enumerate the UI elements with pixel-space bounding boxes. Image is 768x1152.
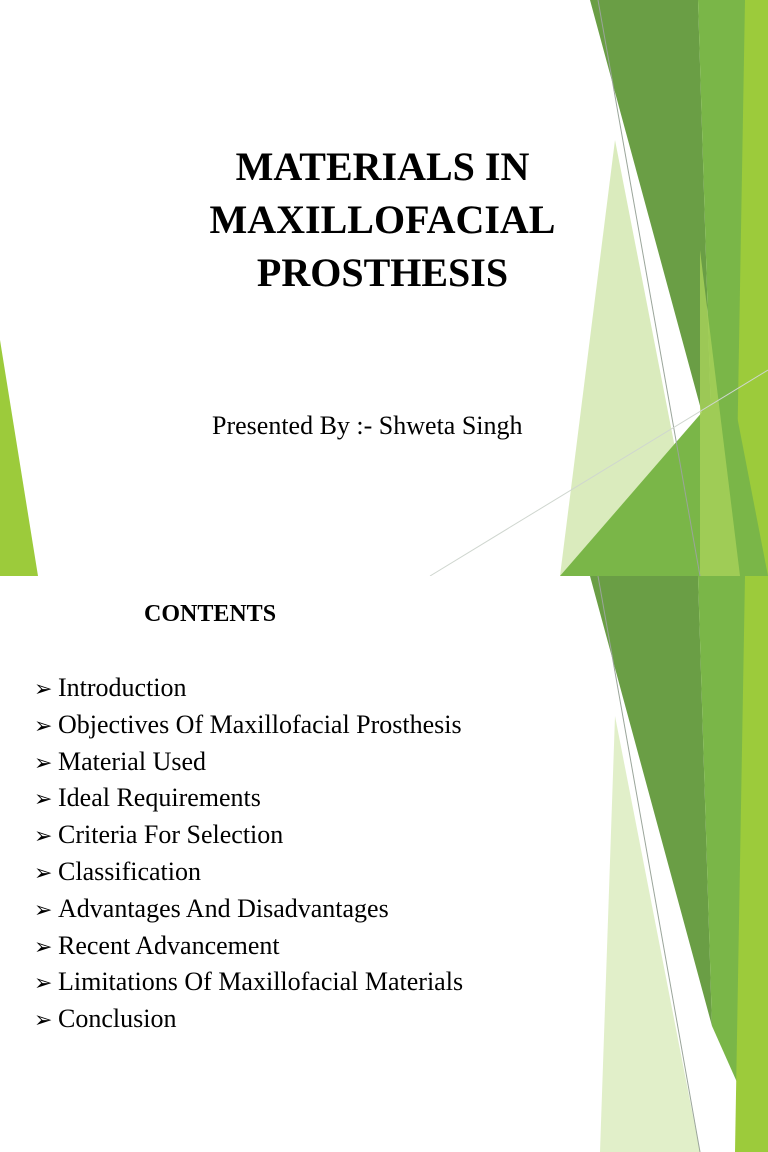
arrow-bullet-icon: ➢ [34, 676, 53, 701]
list-item [34, 780, 463, 817]
arrow-bullet-icon: ➢ [34, 859, 53, 885]
list-item-label: Objectives Of Maxillofacial Prosthesis [58, 709, 462, 739]
list-item-label: Advantages And Disadvantages [58, 893, 389, 923]
contents-slide [0, 576, 768, 1152]
list-item [34, 854, 463, 891]
list-item [34, 707, 463, 744]
contents-heading: CONTENTS [144, 601, 277, 627]
list-item [34, 928, 463, 965]
list-item [34, 817, 463, 854]
arrow-bullet-icon: ➢ [34, 1007, 53, 1033]
presentation-title: MATERIALS IN MAXILLOFACIAL PROSTHESIS [209, 144, 556, 295]
list-item-label: Material Used [58, 746, 207, 776]
list-item [34, 1001, 463, 1038]
list-item [34, 670, 463, 707]
left-edge-accent [0, 340, 38, 576]
arrow-bullet-icon: ➢ [34, 712, 53, 738]
arrow-bullet-icon: ➢ [34, 896, 53, 922]
list-item-label: Conclusion [58, 1004, 177, 1034]
arrow-bullet-icon: ➢ [34, 933, 53, 959]
list-item-label: Classification [58, 856, 201, 886]
list-item-label: Limitations Of Maxillofacial Materials [58, 967, 464, 997]
contents-list [34, 670, 463, 1038]
arrow-bullet-icon: ➢ [34, 786, 53, 812]
presenter-line: Presented By :- Shweta Singh [212, 411, 523, 440]
arrow-bullet-icon: ➢ [34, 970, 53, 996]
list-item [34, 891, 463, 928]
list-item [34, 744, 463, 781]
list-item-label: Introduction [58, 673, 187, 702]
list-item-label: Recent Advancement [58, 930, 280, 960]
arrow-bullet-icon: ➢ [34, 823, 53, 849]
list-item-label: Ideal Requirements [58, 783, 261, 813]
list-item-label: Criteria For Selection [58, 820, 284, 850]
list-item [34, 964, 463, 1001]
arrow-bullet-icon: ➢ [34, 749, 53, 775]
